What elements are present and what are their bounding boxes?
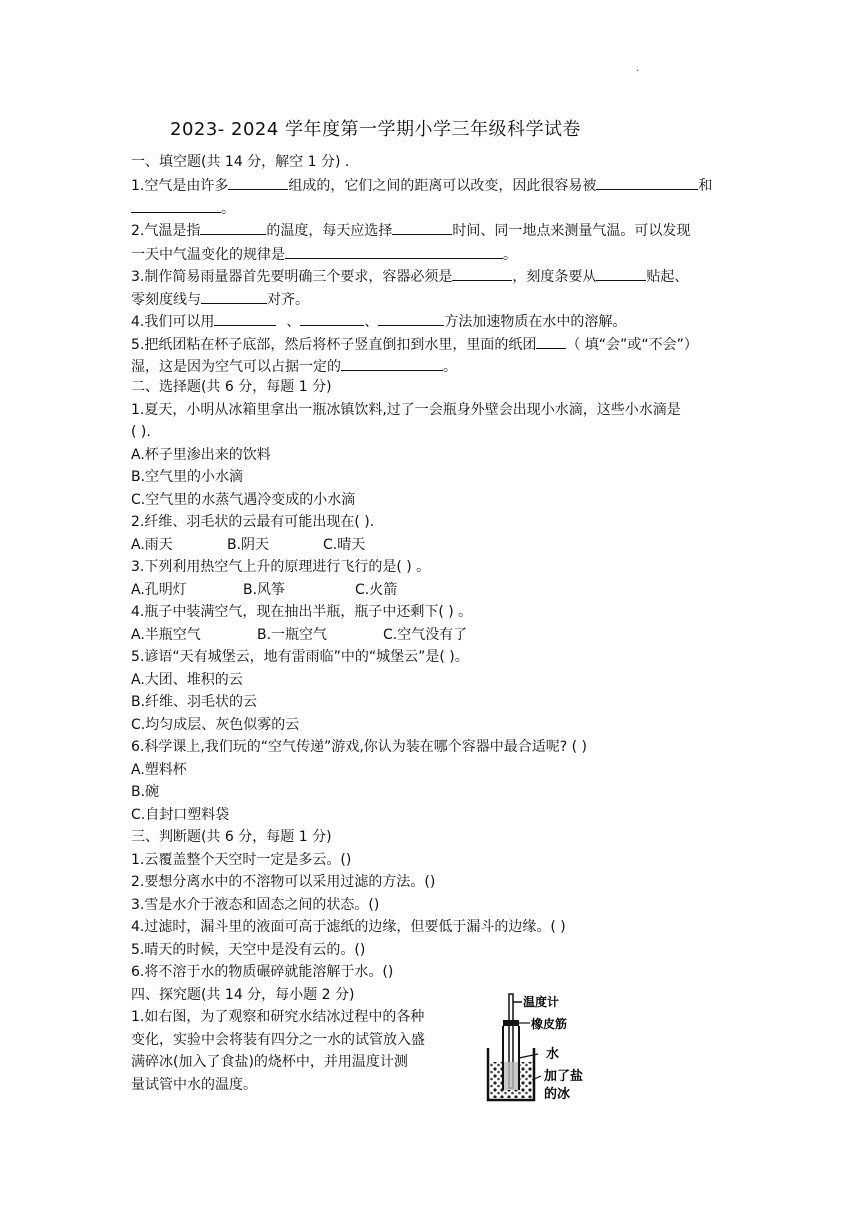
mc6-option-b: B.碗 [131, 784, 160, 800]
blank[interactable] [201, 288, 267, 304]
section4-heading: 四、探究题(共 14 分，每小题 2 分) [131, 987, 355, 1003]
blank[interactable] [228, 174, 288, 190]
section1-heading: 一、填空题(共 14 分，解空 1 分) . [131, 154, 350, 170]
tf-item: 1.云覆盖整个天空时一定是多云。() [131, 852, 352, 868]
water-icon [504, 1062, 518, 1090]
q3-line2: 零刻度线与 对齐。 [131, 288, 309, 310]
explore-q1-line: 1.如右图，为了观察和研究水结冰过程中的各种 [131, 1009, 425, 1025]
blank[interactable] [131, 197, 221, 213]
tf-item: 4.过滤时，漏斗里的液面可高于滤纸的边缘，但要低于漏斗的边缘。( ) [131, 919, 566, 935]
figure-label-rubber-band: 橡皮筋 [531, 1017, 568, 1031]
blank[interactable] [596, 265, 646, 281]
mc6-stem: 6.科学课上,我们玩的“空气传递”游戏,你认为装在哪个容器中最合适呢? ( ) [131, 739, 588, 755]
blank[interactable] [452, 265, 512, 281]
figure-label-ice: 的冰 [544, 1087, 571, 1102]
section3-heading: 三、判断题(共 6 分，每题 1 分) [131, 829, 332, 845]
blank[interactable] [285, 243, 503, 259]
q1-line2: 。 [131, 197, 235, 219]
mc3-stem: 3.下列利用热空气上升的原理进行飞行的是( ) 。 [131, 559, 431, 575]
section2-heading: 二、选择题(共 6 分，每题 1 分) [131, 379, 332, 395]
q2-line1: 2.气温是指 的温度，每天应选择 时间、同一地点来测量气温。可以发现 [131, 219, 690, 241]
mc1-option-b: B.空气里的小水滴 [131, 469, 244, 485]
ice-experiment-figure [486, 990, 598, 1106]
mc1-paren: ( ). [131, 424, 151, 440]
figure-label-thermometer: 温度计 [523, 995, 560, 1009]
mc3-options: A.孔明灯 B.风筝 C.火箭 [131, 582, 398, 598]
figure-label-water: 水 [546, 1047, 560, 1062]
q5-line2: 湿，这是因为空气可以占据一定的 。 [131, 355, 457, 377]
mc1-option-a: A.杯子里渗出来的饮料 [131, 447, 271, 463]
mc4-options: A.半瓶空气 B.一瓶空气 C.空气没有了 [131, 627, 468, 643]
tf-item: 6.将不溶于水的物质碾碎就能溶解于水。() [131, 964, 394, 980]
mc5-option-c: C.均匀成层、灰色似雾的云 [131, 717, 300, 733]
mc1-stem: 1.夏天，小明从冰箱里拿出一瓶冰镇饮料,过了一会瓶身外壁会出现小水滴，这些小水滴是 [131, 402, 681, 418]
explore-q1-line: 变化，实验中会将装有四分之一水的试管放入盛 [131, 1032, 425, 1048]
blank[interactable] [596, 174, 698, 190]
q2-line2: 一天中气温变化的规律是 。 [131, 243, 517, 265]
mc5-stem: 5.谚语“天有城堡云，地有雷雨临”中的“城堡云”是( )。 [131, 649, 469, 665]
tf-item: 2.要想分离水中的不溶物可以采用过滤的方法。() [131, 874, 436, 890]
page-dot: · [636, 66, 640, 77]
mc1-option-c: C.空气里的水蒸气遇冷变成的小水滴 [131, 492, 356, 508]
q3-line1: 3.制作简易雨量器首先要明确三个要求，容器必须是 ，刻度条要从 贴起、 [131, 265, 688, 287]
tf-item: 5.晴天的时候，天空中是没有云的。() [131, 942, 366, 958]
ice-icon [490, 1062, 502, 1098]
rubber-band-icon [503, 1020, 519, 1026]
blank[interactable] [536, 333, 566, 349]
blank[interactable] [392, 219, 452, 235]
tf-item: 3.雪是水介于液态和固态之间的状态。() [131, 897, 380, 913]
blank[interactable] [341, 355, 443, 371]
blank[interactable] [214, 310, 276, 326]
q5-line1: 5.把纸团粘在杯子底部，然后将杯子竖直倒扣到水里，里面的纸团 （ 填“会”或“不会”） [131, 333, 698, 355]
mc6-option-c: C.自封口塑料袋 [131, 807, 230, 823]
explore-q1-line: 量试管中水的温度。 [131, 1077, 257, 1093]
blank[interactable] [300, 310, 364, 326]
mc2-stem: 2.纤维、羽毛状的云最有可能出现在( ). [131, 514, 375, 530]
q1-line1: 1.空气是由许多 组成的，它们之间的距离可以改变，因此很容易被 和 [131, 174, 712, 196]
q4-line: 4.我们可以用 、 、 方法加速物质在水中的溶解。 [131, 310, 626, 332]
mc4-stem: 4.瓶子中装满空气，现在抽出半瓶，瓶子中还剩下( ) 。 [131, 604, 473, 620]
mc2-options: A.雨天 B.阴天 C.晴天 [131, 537, 366, 553]
figure-label-salted: 加了盐 [544, 1069, 584, 1084]
explore-q1-line: 满碎冰(加入了食盐)的烧杯中，并用温度计测 [131, 1054, 408, 1070]
mc5-option-a: A.大团、堆积的云 [131, 672, 243, 688]
page-title: 2023- 2024 学年度第一学期小学三年级科学试卷 [170, 119, 582, 140]
blank[interactable] [200, 219, 266, 235]
blank[interactable] [378, 310, 444, 326]
mc5-option-b: B.纤维、羽毛状的云 [131, 694, 258, 710]
mc6-option-a: A.塑料杯 [131, 762, 187, 778]
